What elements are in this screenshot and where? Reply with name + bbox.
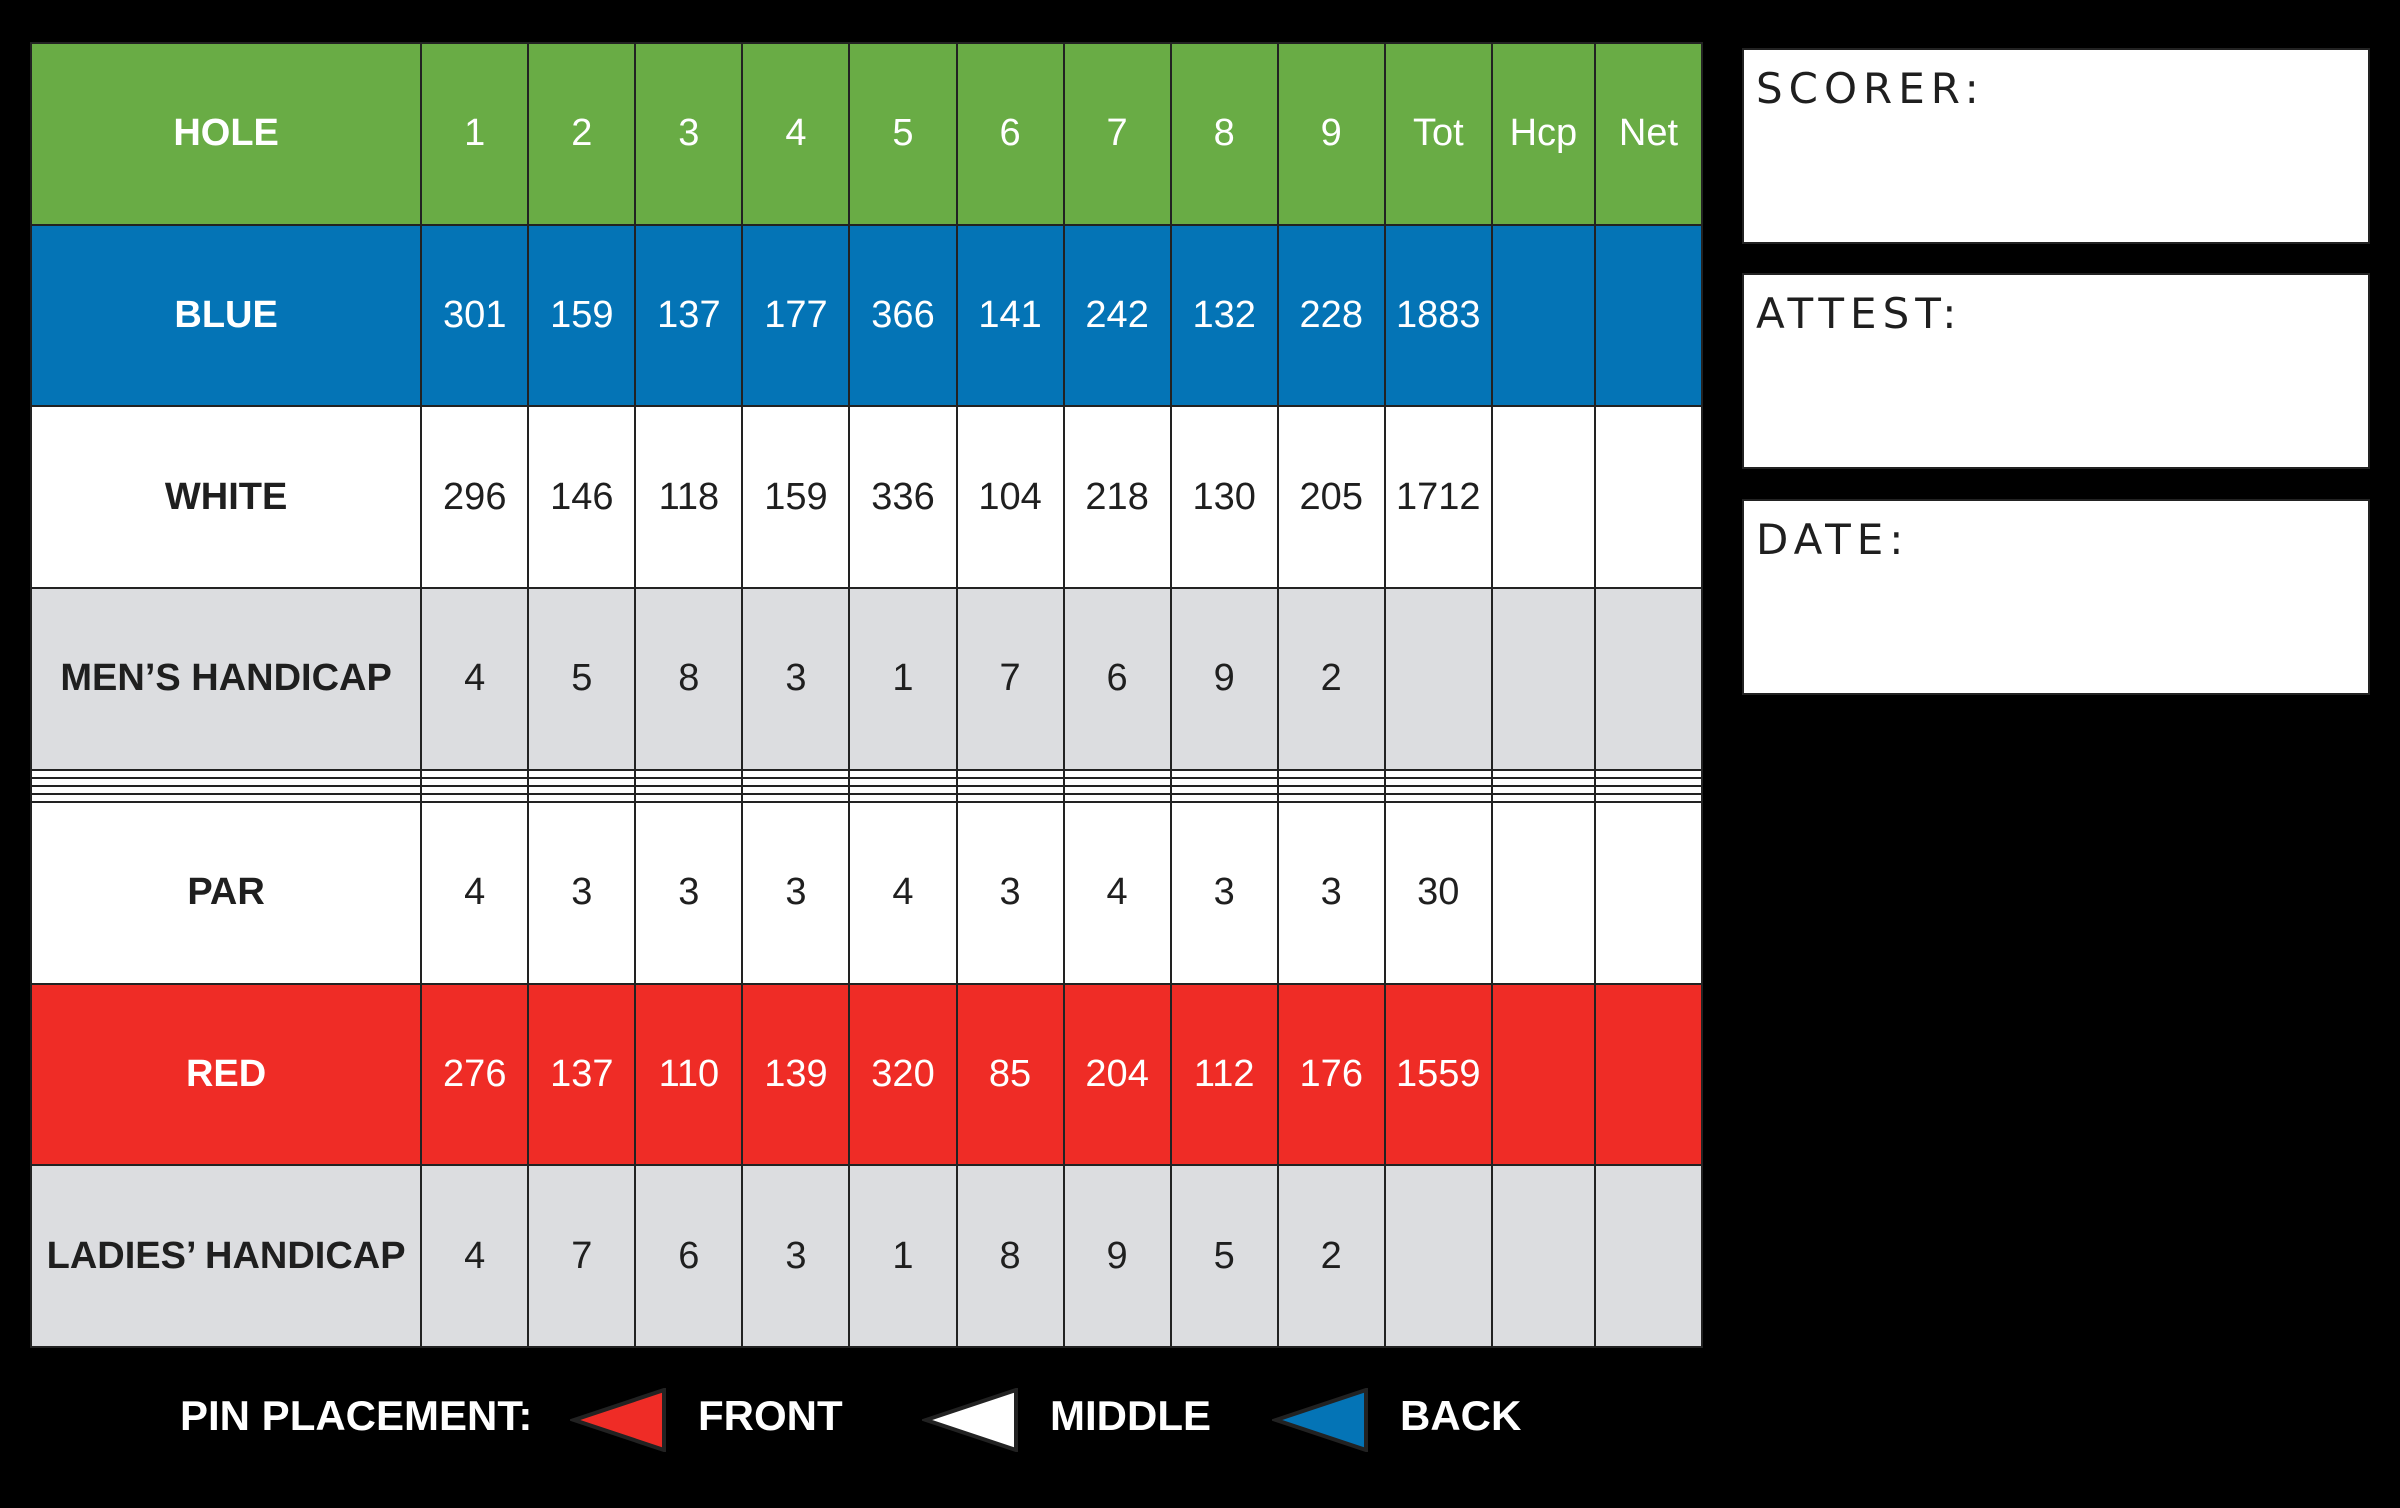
score-cell[interactable] — [1595, 778, 1702, 786]
score-cell[interactable] — [1278, 786, 1385, 794]
score-cell: 2 — [1278, 1165, 1385, 1347]
score-cell: 204 — [1064, 984, 1171, 1166]
score-cell[interactable] — [1492, 778, 1595, 786]
score-cell[interactable] — [1064, 778, 1171, 786]
score-cell[interactable] — [1492, 770, 1595, 778]
score-cell[interactable] — [1064, 770, 1171, 778]
score-cell[interactable] — [957, 794, 1064, 802]
row-label — [31, 770, 421, 778]
score-cell[interactable] — [849, 770, 956, 778]
middle-flag-icon — [922, 1388, 1022, 1452]
score-cell: 3 — [528, 802, 635, 984]
score-cell: 1883 — [1385, 225, 1492, 407]
row-par — [31, 802, 1702, 984]
score-cell[interactable] — [1492, 984, 1595, 1166]
score-cell: 5 — [849, 43, 956, 225]
score-cell[interactable] — [1492, 1165, 1595, 1347]
scorer-label: SCORER: — [1756, 64, 1985, 113]
score-cell: 218 — [1064, 406, 1171, 588]
date-box[interactable] — [1742, 499, 2370, 695]
attest-label: ATTEST: — [1756, 289, 1963, 338]
pin-placement-legend — [0, 1388, 1720, 1452]
score-cell[interactable] — [1278, 770, 1385, 778]
row-hole — [31, 43, 1702, 225]
row-label: WHITE — [31, 406, 421, 588]
score-cell: 1712 — [1385, 406, 1492, 588]
score-cell: 4 — [1064, 802, 1171, 984]
score-cell: 177 — [742, 225, 849, 407]
score-cell: 4 — [742, 43, 849, 225]
scorer-box[interactable] — [1742, 48, 2370, 244]
score-cell[interactable] — [635, 794, 742, 802]
score-cell: 7 — [957, 588, 1064, 770]
score-cell: 3 — [1278, 802, 1385, 984]
score-cell: 137 — [528, 984, 635, 1166]
score-cell: 112 — [1171, 984, 1278, 1166]
score-cell[interactable] — [1492, 225, 1595, 407]
score-cell[interactable] — [1595, 1165, 1702, 1347]
row-label — [31, 778, 421, 786]
row-label — [31, 786, 421, 794]
score-cell[interactable] — [421, 794, 528, 802]
row-blue — [31, 225, 1702, 407]
score-cell: 130 — [1171, 406, 1278, 588]
score-cell[interactable] — [1385, 794, 1492, 802]
score-cell[interactable] — [421, 778, 528, 786]
score-cell: 3 — [635, 43, 742, 225]
score-cell[interactable] — [1595, 225, 1702, 407]
front-flag-icon — [570, 1388, 670, 1452]
score-cell: 139 — [742, 984, 849, 1166]
pin-placement-title: PIN PLACEMENT: — [180, 1392, 533, 1439]
score-cell[interactable] — [1595, 588, 1702, 770]
score-cell: 1 — [849, 1165, 956, 1347]
score-cell: 3 — [957, 802, 1064, 984]
score-cell[interactable] — [849, 794, 956, 802]
score-cell: 137 — [635, 225, 742, 407]
score-cell[interactable] — [1595, 984, 1702, 1166]
row-blank-6 — [31, 786, 1702, 794]
score-cell[interactable] — [1385, 588, 1492, 770]
row-label: BLUE — [31, 225, 421, 407]
score-cell: 6 — [1064, 588, 1171, 770]
score-cell: 336 — [849, 406, 956, 588]
score-cell[interactable] — [957, 778, 1064, 786]
date-label: DATE: — [1756, 515, 1910, 564]
row-blank-7 — [31, 794, 1702, 802]
row-ladies-handicap — [31, 1165, 1702, 1347]
score-cell: Net — [1595, 43, 1702, 225]
score-cell[interactable] — [849, 786, 956, 794]
score-cell: 4 — [421, 588, 528, 770]
score-cell[interactable] — [1595, 770, 1702, 778]
score-cell[interactable] — [1492, 794, 1595, 802]
score-cell[interactable] — [1385, 786, 1492, 794]
score-cell[interactable] — [1171, 794, 1278, 802]
score-cell: 9 — [1171, 588, 1278, 770]
score-cell: 6 — [635, 1165, 742, 1347]
score-cell: 110 — [635, 984, 742, 1166]
score-cell: 118 — [635, 406, 742, 588]
attest-box[interactable] — [1742, 273, 2370, 469]
score-cell[interactable] — [742, 786, 849, 794]
score-cell[interactable] — [1595, 786, 1702, 794]
score-cell: 3 — [742, 588, 849, 770]
score-cell: 7 — [1064, 43, 1171, 225]
row-blank-5 — [31, 778, 1702, 786]
score-cell: 3 — [635, 802, 742, 984]
row-label: RED — [31, 984, 421, 1166]
score-cell: 9 — [1278, 43, 1385, 225]
score-cell[interactable] — [635, 786, 742, 794]
score-cell: 3 — [742, 802, 849, 984]
row-label: PAR — [31, 802, 421, 984]
score-cell: 104 — [957, 406, 1064, 588]
score-cell[interactable] — [1492, 406, 1595, 588]
score-cell: 9 — [1064, 1165, 1171, 1347]
row-label: LADIES’ HANDICAP — [31, 1165, 421, 1347]
score-cell[interactable] — [957, 770, 1064, 778]
row-blank-4 — [31, 770, 1702, 778]
score-cell[interactable] — [1385, 1165, 1492, 1347]
score-cell: 5 — [1171, 1165, 1278, 1347]
score-cell: 1 — [421, 43, 528, 225]
score-cell: Hcp — [1492, 43, 1595, 225]
score-cell: 2 — [528, 43, 635, 225]
score-cell: 3 — [742, 1165, 849, 1347]
row-men-s-handicap — [31, 588, 1702, 770]
score-cell[interactable] — [1385, 770, 1492, 778]
score-cell[interactable] — [1492, 786, 1595, 794]
front-label: FRONT — [698, 1392, 843, 1439]
score-cell: 4 — [421, 802, 528, 984]
score-cell: 132 — [1171, 225, 1278, 407]
score-cell: 296 — [421, 406, 528, 588]
score-cell: 6 — [957, 43, 1064, 225]
back-label: BACK — [1400, 1392, 1522, 1439]
score-cell[interactable] — [1492, 588, 1595, 770]
score-cell: 8 — [957, 1165, 1064, 1347]
row-white — [31, 406, 1702, 588]
score-cell[interactable] — [528, 778, 635, 786]
score-cell[interactable] — [1492, 802, 1595, 984]
score-cell: 8 — [635, 588, 742, 770]
score-cell: 159 — [528, 225, 635, 407]
score-cell[interactable] — [1595, 802, 1702, 984]
score-cell[interactable] — [1171, 778, 1278, 786]
score-cell: 3 — [1171, 802, 1278, 984]
score-cell[interactable] — [528, 770, 635, 778]
row-red — [31, 984, 1702, 1166]
score-cell: 176 — [1278, 984, 1385, 1166]
score-cell[interactable] — [1385, 778, 1492, 786]
score-cell[interactable] — [421, 786, 528, 794]
score-cell: 1559 — [1385, 984, 1492, 1166]
score-cell[interactable] — [957, 786, 1064, 794]
score-cell: 228 — [1278, 225, 1385, 407]
score-cell[interactable] — [421, 770, 528, 778]
score-cell[interactable] — [1595, 794, 1702, 802]
score-cell: 1 — [849, 588, 956, 770]
score-cell[interactable] — [1171, 786, 1278, 794]
score-cell[interactable] — [1595, 406, 1702, 588]
score-cell: 4 — [421, 1165, 528, 1347]
score-cell: 7 — [528, 1165, 635, 1347]
scorecard — [30, 42, 1703, 1348]
score-cell[interactable] — [1064, 786, 1171, 794]
score-cell[interactable] — [1278, 778, 1385, 786]
score-cell: 2 — [1278, 588, 1385, 770]
score-cell[interactable] — [1064, 794, 1171, 802]
score-cell[interactable] — [1278, 794, 1385, 802]
score-cell: 366 — [849, 225, 956, 407]
score-cell: 301 — [421, 225, 528, 407]
score-cell: Tot — [1385, 43, 1492, 225]
score-cell[interactable] — [849, 778, 956, 786]
score-cell[interactable] — [635, 770, 742, 778]
row-label — [31, 794, 421, 802]
score-cell[interactable] — [1171, 770, 1278, 778]
score-cell: 276 — [421, 984, 528, 1166]
score-cell: 141 — [957, 225, 1064, 407]
score-cell: 159 — [742, 406, 849, 588]
scorecard-table — [30, 42, 1703, 1348]
score-cell: 4 — [849, 802, 956, 984]
score-cell[interactable] — [635, 778, 742, 786]
score-cell: 146 — [528, 406, 635, 588]
score-cell: 242 — [1064, 225, 1171, 407]
score-cell: 320 — [849, 984, 956, 1166]
score-cell: 5 — [528, 588, 635, 770]
score-cell[interactable] — [528, 786, 635, 794]
row-label: MEN’S HANDICAP — [31, 588, 421, 770]
back-flag-icon — [1272, 1388, 1372, 1452]
score-cell: 85 — [957, 984, 1064, 1166]
score-cell[interactable] — [742, 794, 849, 802]
score-cell: 205 — [1278, 406, 1385, 588]
score-cell[interactable] — [742, 778, 849, 786]
score-cell: 8 — [1171, 43, 1278, 225]
row-label: HOLE — [31, 43, 421, 225]
score-cell[interactable] — [742, 770, 849, 778]
score-cell: 30 — [1385, 802, 1492, 984]
middle-label: MIDDLE — [1050, 1392, 1211, 1439]
score-cell[interactable] — [528, 794, 635, 802]
